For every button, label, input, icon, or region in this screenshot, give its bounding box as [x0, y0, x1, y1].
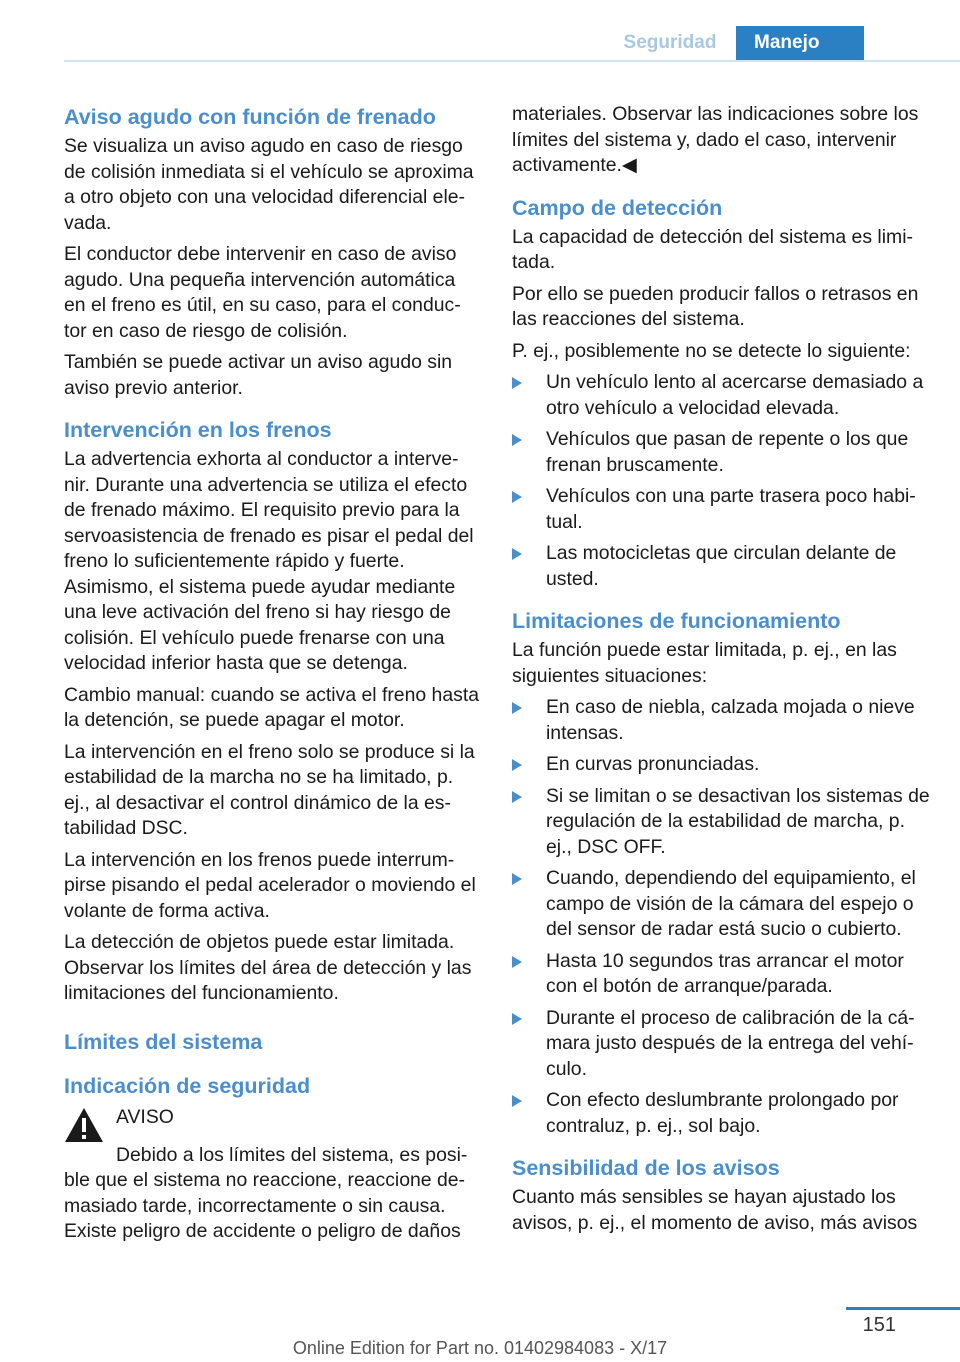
warning-text: Debido a los límites del sistema, es posi-ble que el sistema no reaccione, reaccione de-masiado tarde, incorrectamente o sin causa. Existe peligro de accidente o peligro de daños	[64, 1143, 468, 1242]
list-item: Vehículos con una parte trasera poco habi-tual.	[512, 484, 932, 535]
page-number: 151	[862, 1314, 896, 1336]
footer-rule	[846, 1307, 960, 1310]
paragraph: La detección de objetos puede estar limitada. Observar los límites del área de detección y las limitaciones del funcionamiento.	[64, 931, 472, 1004]
heading-limites-sistema: Límites del sistema	[64, 1029, 263, 1054]
paragraph: La advertencia exhorta al conductor a interve-nir. Durante una advertencia se utiliza el efecto de frenado máximo. El requisito previo para la servoasistencia de frenado es pisar el pedal del freno lo suficientemente rápido y fuerte. Asimismo, el sistema puede ayudar mediante una leve activación del freno si hay riesgo de colisión. El vehículo puede frenarse con una velocidad inferior hasta que se detenga.	[64, 448, 474, 674]
paragraph: La intervención en los frenos puede interrum-pirse pisando el pedal acelerador o moviendo el volante de forma activa.	[64, 848, 476, 922]
paragraph: Cuanto más sensibles se hayan ajustado los avisos, p. ej., el momento de aviso, más avisos	[512, 1186, 918, 1234]
right-column	[512, 102, 932, 1242]
footer-edition: Online Edition for Part no. 01402984083 - X/17	[292, 1338, 668, 1358]
list-item: Hasta 10 segundos tras arrancar el motor con el botón de arranque/parada.	[512, 949, 932, 1000]
heading-sensibilidad: Sensibilidad de los avisos	[512, 1156, 780, 1180]
paragraph: El conductor debe intervenir en caso de aviso agudo. Una pequeña intervención automática en el freno es útil, en su caso, para el conduc-tor en caso de riesgo de colisión.	[64, 243, 461, 342]
paragraph: P. ej., posiblemente no se detecte lo siguiente:	[512, 339, 911, 362]
list-item: En curvas pronunciadas.	[512, 752, 932, 778]
list-item: Vehículos que pasan de repente o los que frenan bruscamente.	[512, 427, 932, 478]
triangle-bullet-icon	[512, 791, 522, 803]
paragraph: La capacidad de detección del sistema es limi-tada.	[512, 225, 913, 273]
list-item: Durante el proceso de calibración de la cá-mara justo después de la entrega del vehí-culo.	[512, 1006, 932, 1083]
heading-intervencion-frenos: Intervención en los frenos	[64, 418, 332, 442]
warning-triangle-icon	[64, 1107, 104, 1143]
triangle-bullet-icon	[512, 873, 522, 885]
paragraph: Por ello se pueden producir fallos o retrasos en las reacciones del sistema.	[512, 282, 919, 330]
triangle-bullet-icon	[512, 1095, 522, 1107]
triangle-bullet-icon	[512, 759, 522, 771]
paragraph: Se visualiza un aviso agudo en caso de riesgo de colisión inmediata si el vehículo se aproxima a otro objeto con una velocidad diferencial ele-vada.	[64, 135, 474, 234]
list-campo	[512, 370, 932, 592]
list-item: Las motocicletas que circulan delante de usted.	[512, 541, 932, 592]
paragraph: La intervención en el freno solo se produce si la estabilidad de la marcha no se ha limitado, p. ej., al desactivar el control dinámico de la es-tabilidad DSC.	[64, 740, 475, 839]
warning-label: AVISO	[116, 1105, 174, 1128]
left-column	[64, 102, 482, 1251]
list-limitaciones	[512, 695, 932, 1139]
heading-limitaciones: Limitaciones de funcionamiento	[512, 609, 841, 633]
tab-manejo[interactable]: Manejo	[736, 26, 864, 60]
list-item: En caso de niebla, calzada mojada o nieve intensas.	[512, 695, 932, 746]
paragraph: La función puede estar limitada, p. ej., en las siguientes situaciones:	[512, 639, 897, 687]
triangle-bullet-icon	[512, 434, 522, 446]
triangle-bullet-icon	[512, 377, 522, 389]
triangle-bullet-icon	[512, 491, 522, 503]
paragraph: materiales. Observar las indicaciones sobre los límites del sistema y, dado el caso, intervenir activamente.◀	[512, 103, 919, 176]
triangle-bullet-icon	[512, 1013, 522, 1025]
list-item: Con efecto deslumbrante prolongado por contraluz, p. ej., sol bajo.	[512, 1088, 932, 1139]
triangle-bullet-icon	[512, 956, 522, 968]
list-item: Si se limitan o se desactivan los sistemas de regulación de la estabilidad de marcha, p. ej., DSC OFF.	[512, 784, 932, 861]
warning-block	[64, 1105, 482, 1143]
heading-aviso-agudo: Aviso agudo con función de frenado	[64, 105, 436, 129]
heading-campo-deteccion: Campo de detección	[512, 195, 723, 220]
paragraph: Cambio manual: cuando se activa el freno hasta la detención, se puede apagar el motor.	[64, 683, 479, 731]
triangle-bullet-icon	[512, 702, 522, 714]
list-item: Un vehículo lento al acercarse demasiado a otro vehículo a velocidad elevada.	[512, 370, 932, 421]
heading-indicacion-seguridad: Indicación de seguridad	[64, 1073, 311, 1098]
list-item: Cuando, dependiendo del equipamiento, el campo de visión de la cámara del espejo o del sensor de radar está sucio o cubierto.	[512, 866, 932, 943]
tab-seguridad[interactable]: Seguridad	[623, 32, 717, 53]
triangle-bullet-icon	[512, 548, 522, 560]
header-rule	[64, 60, 960, 62]
paragraph: También se puede activar un aviso agudo sin aviso previo anterior.	[64, 351, 453, 399]
